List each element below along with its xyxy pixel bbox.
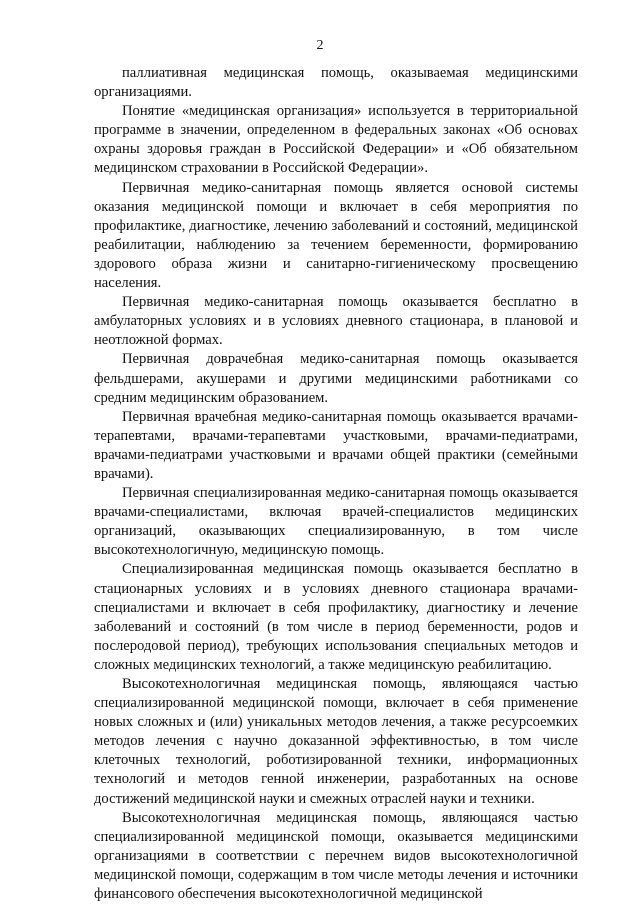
paragraph-primary-care-free: Первичная медико-санитарная помощь оказывается бесплатно в амбулаторных условиях и в условиях дневного стационара, в плановой и неотложной формах. bbox=[94, 294, 578, 349]
paragraph-pre-physician-care: Первичная доврачебная медико-санитарная помощь оказывается фельдшерами, акушерами и другими медицинскими работниками со средним медицинским образованием. bbox=[94, 351, 578, 406]
paragraph-high-tech-care-provision: Высокотехнологичная медицинская помощь, являющаяся частью специализированной медицинской помощи, оказывается медицинскими организациями в соответствии с перечнем видов высокотехнологичной медицинской помощи, содержащим в том числе методы лечения и источники финансового обеспечения высокотехнологичной медицинской bbox=[94, 809, 578, 903]
paragraph-primary-care-basis: Первичная медико-санитарная помощь является основой системы оказания медицинской помощи и включает в себя мероприятия по профилактике, диагностике, лечению заболеваний и состояний, медицинской реабилитации, наблюдению за течением беременности, формированию здорового образа жизни и санитарно-гигиеническому просвещению населения. bbox=[94, 179, 578, 292]
paragraph-high-tech-care-definition: Высокотехнологичная медицинская помощь, являющаяся частью специализированной медицинской помощи, включает в себя применение новых сложных и (или) уникальных методов лечения, а также ресурсоемких методов лечения с научно доказанной эффективностью, в том числе клеточных технологий, роботизированной техники, информационных технологий и методов генной инженерии, разработанных на основе достижений медицинской науки и смежных отраслей науки и техники. bbox=[94, 676, 578, 807]
page-number: 2 bbox=[316, 38, 324, 53]
paragraph-specialized-care: Специализированная медицинская помощь оказывается бесплатно в стационарных условиях и в условиях дневного стационара врачами-специалистами и включает в себя профилактику, диагностику и лечение заболеваний и состояний (в том числе в период беременности, родов и послеродовой период), требующих использования специальных методов и сложных медицинских технологий, а также медицинскую реабилитацию. bbox=[94, 561, 578, 673]
paragraph-palliative-care-continuation: паллиативная медицинская помощь, оказываемая медицинскими организациями. bbox=[94, 65, 578, 101]
paragraph-medical-organization-definition: Понятие «медицинская организация» используется в территориальной программе в значении, определенном в федеральных законах «Об основах охраны здоровья граждан в Российской Федерации» и «Об обязательном медицинском страховании в Российской Федерации». bbox=[94, 103, 578, 177]
paragraph-specialized-primary-care: Первичная специализированная медико-санитарная помощь оказывается врачами-специалистами, включая врачей-специалистов медицинских организаций, оказывающих специализированную, в том числе высокотехнологичную, медицинскую помощь. bbox=[94, 485, 578, 559]
paragraph-physician-primary-care: Первичная врачебная медико-санитарная помощь оказывается врачами-терапевтами, врачами-терапевтами участковыми, врачами-педиатрами, врачами-педиатрами участковыми и врачами общей практики (семейными врачами). bbox=[94, 408, 578, 482]
document-body bbox=[94, 64, 578, 904]
